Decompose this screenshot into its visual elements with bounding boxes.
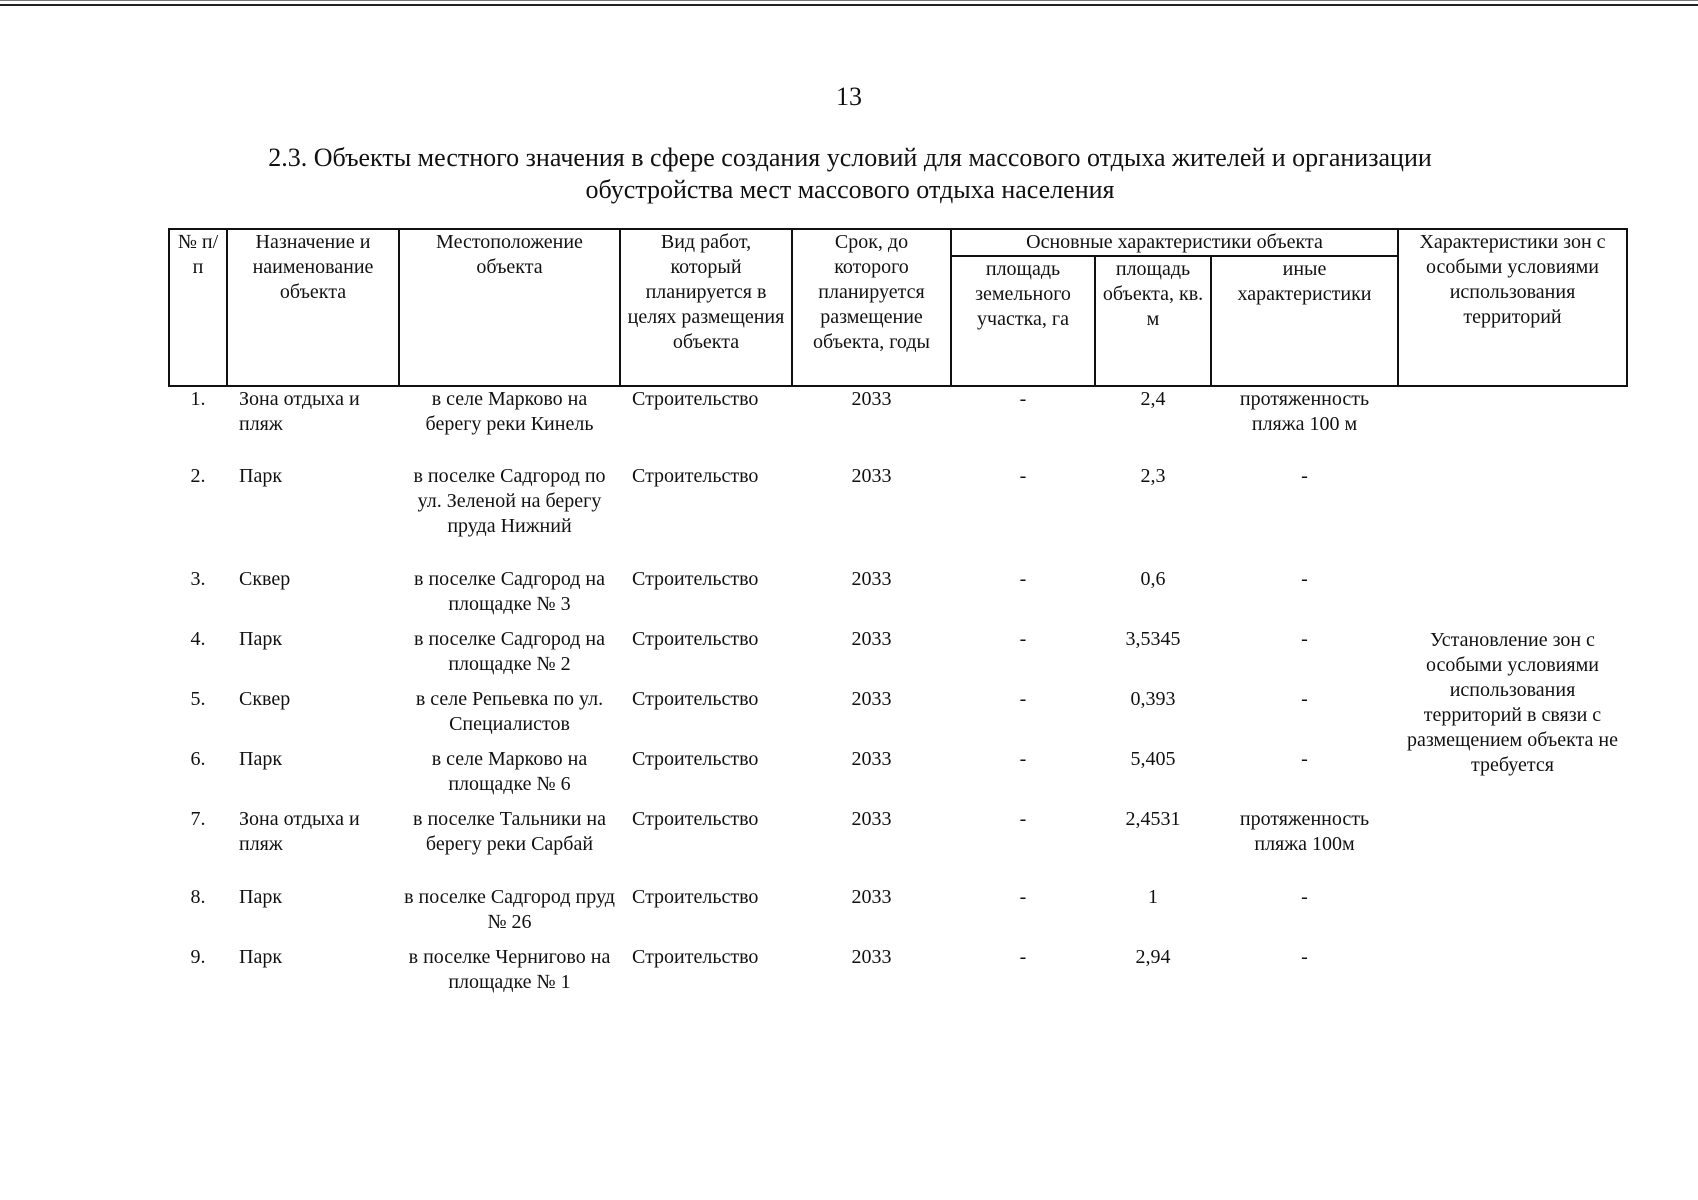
cell-name: Сквер	[239, 688, 291, 710]
cell-name: Парк	[239, 886, 283, 908]
cell-other: -	[1301, 628, 1308, 650]
cell-location: в поселке Садгород на площадке № 3	[414, 568, 605, 615]
cell-location: в селе Марково на берегу реки Кинель	[425, 388, 594, 435]
cell-object-area: 2,94	[1135, 946, 1171, 968]
top-border	[0, 4, 1698, 6]
cell-num: 4.	[190, 628, 206, 650]
cell-work: Строительство	[632, 808, 759, 830]
cell-num: 8.	[190, 886, 206, 908]
table-header	[169, 229, 1627, 386]
cell-work: Строительство	[632, 886, 759, 908]
cell-name: Сквер	[239, 568, 291, 590]
header-land-area: площадь земельного участка, га	[951, 256, 1095, 386]
cell-term: 2033	[851, 886, 892, 908]
cell-location: в селе Марково на площадке № 6	[431, 748, 588, 795]
cell-work: Строительство	[632, 688, 759, 710]
cell-other: -	[1301, 748, 1308, 770]
cell-term: 2033	[851, 465, 892, 487]
cell-land-area: -	[1019, 688, 1027, 710]
cell-land-area: -	[1019, 946, 1027, 968]
header-location: Местоположение объекта	[399, 229, 620, 386]
header-object-area: площадь объекта, кв. м	[1095, 256, 1211, 386]
cell-object-area: 2,3	[1140, 465, 1166, 487]
cell-num: 7.	[190, 808, 206, 830]
cell-object-area: 5,405	[1130, 748, 1176, 770]
cell-num: 2.	[190, 465, 206, 487]
cell-work: Строительство	[632, 465, 759, 487]
cell-num: 9.	[190, 946, 206, 968]
cell-land-area: -	[1019, 748, 1027, 770]
cell-land-area: -	[1019, 628, 1027, 650]
cell-other: -	[1301, 946, 1308, 968]
cell-location: в селе Репьевка по ул. Специалистов	[415, 688, 604, 735]
cell-work: Строительство	[632, 568, 759, 590]
cell-location: в поселке Садгород на площадке № 2	[414, 628, 605, 675]
cell-object-area: 2,4	[1140, 388, 1166, 410]
header-term: Срок, до которого планируется размещение объекта, годы	[792, 229, 951, 386]
cell-work: Строительство	[632, 388, 759, 410]
cell-land-area: -	[1019, 388, 1027, 410]
cell-zones-note: Установление зон с особыми условиями использования территорий в связи с размещением объекта не требуется	[1406, 629, 1619, 776]
table-body	[169, 386, 1627, 1025]
cell-work: Строительство	[632, 946, 759, 968]
header-num: № п/п	[169, 229, 227, 386]
cell-term: 2033	[851, 388, 892, 410]
cell-term: 2033	[851, 748, 892, 770]
cell-land-area: -	[1019, 465, 1027, 487]
cell-other: -	[1301, 886, 1308, 908]
cell-object-area: 0,6	[1140, 568, 1166, 590]
cell-term: 2033	[851, 568, 892, 590]
cell-location: в поселке Тальники на берегу реки Сарбай	[413, 808, 606, 855]
cell-other: протяженность пляжа 100м	[1239, 808, 1370, 855]
cell-location: в поселке Садгород по ул. Зеленой на берегу пруда Нижний	[413, 465, 606, 537]
cell-name: Зона отдыха и пляж	[239, 808, 360, 855]
cell-name: Парк	[239, 628, 283, 650]
cell-object-area: 0,393	[1130, 688, 1176, 710]
cell-location: в поселке Черниговo на площадке № 1	[408, 946, 611, 993]
cell-name: Парк	[239, 946, 283, 968]
cell-name: Парк	[239, 465, 283, 487]
section-title: 2.3. Объекты местного значения в сфере создания условий для массового отдыха жителей и организации обустройства мест массового отдыха населения	[268, 143, 1432, 204]
cell-object-area: 3,5345	[1125, 628, 1181, 650]
cell-num: 1.	[190, 388, 206, 410]
cell-num: 6.	[190, 748, 206, 770]
header-zones: Характеристики зон с особыми условиями использования территорий	[1398, 229, 1627, 386]
cell-other: -	[1301, 688, 1308, 710]
cell-land-area: -	[1019, 808, 1027, 830]
header-main-characteristics: Основные характеристики объекта	[951, 229, 1398, 256]
cell-term: 2033	[851, 808, 892, 830]
cell-other: -	[1301, 465, 1308, 487]
cell-num: 3.	[190, 568, 206, 590]
header-work: Вид работ, который планируется в целях размещения объекта	[620, 229, 792, 386]
objects-table	[168, 228, 1628, 1025]
cell-name: Парк	[239, 748, 283, 770]
top-border-thin	[0, 0, 1698, 1]
objects-table-wrapper	[168, 228, 1626, 1025]
page-number: 13	[836, 82, 862, 111]
cell-land-area: -	[1019, 568, 1027, 590]
cell-term: 2033	[851, 688, 892, 710]
cell-term: 2033	[851, 628, 892, 650]
cell-object-area: 1	[1148, 886, 1158, 908]
cell-location: в поселке Садгород пруд № 26	[404, 886, 615, 933]
table-row	[169, 386, 1627, 464]
header-other: иные характеристики	[1211, 256, 1398, 386]
cell-land-area: -	[1019, 886, 1027, 908]
cell-work: Строительство	[632, 748, 759, 770]
cell-work: Строительство	[632, 628, 759, 650]
header-name: Назначение и наименование объекта	[227, 229, 399, 386]
cell-other: протяженность пляжа 100 м	[1239, 388, 1370, 435]
cell-name: Зона отдыха и пляж	[239, 388, 360, 435]
cell-object-area: 2,4531	[1125, 808, 1181, 830]
cell-term: 2033	[851, 946, 892, 968]
cell-other: -	[1301, 568, 1308, 590]
cell-num: 5.	[190, 688, 206, 710]
